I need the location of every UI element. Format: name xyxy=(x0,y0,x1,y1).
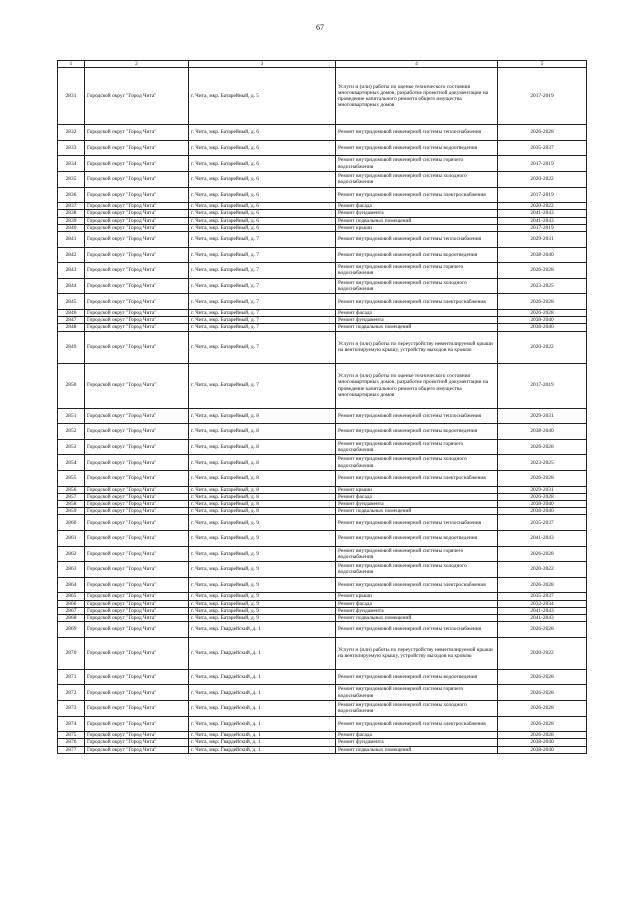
address-cell: г. Чита, мкр. Батарейный, д. 9 xyxy=(189,607,336,614)
period-cell: 2026-2028 xyxy=(498,546,587,562)
work-type-cell: Ремонт подвальных помещений xyxy=(336,324,498,331)
period-cell: 2026-2028 xyxy=(498,577,587,593)
work-type-cell: Услуги и (или) работы по переустройству невентилируемой крыши на вентилируемую крышу, устройству выходов на кровлю xyxy=(336,331,498,363)
row-number-cell: 2869 xyxy=(58,622,85,638)
address-cell: г. Чита, мкр. Гвардейский, д. 1 xyxy=(189,700,336,716)
table-row xyxy=(58,294,587,310)
row-number-cell: 2871 xyxy=(58,669,85,685)
table-row xyxy=(58,577,587,593)
district-cell: Городской округ "Город Чита" xyxy=(85,739,189,746)
address-cell: г. Чита, мкр. Гвардейский, д. 1 xyxy=(189,746,336,753)
district-cell: Городской округ "Город Чита" xyxy=(85,577,189,593)
district-cell: Городской округ "Город Чита" xyxy=(85,68,189,125)
table-row xyxy=(58,68,587,125)
period-cell: 2026-2028 xyxy=(498,470,587,486)
address-cell: г. Чита, мкр. Батарейный, д. 5 xyxy=(189,68,336,125)
row-number-cell: 2836 xyxy=(58,187,85,203)
table-row xyxy=(58,217,587,224)
period-cell: 2038-2040 xyxy=(498,247,587,263)
district-cell: Городской округ "Город Чита" xyxy=(85,600,189,607)
table-row xyxy=(58,455,587,471)
period-cell: 2026-2028 xyxy=(498,716,587,732)
district-cell: Городской округ "Город Чита" xyxy=(85,324,189,331)
address-cell: г. Чита, мкр. Батарейный, д. 7 xyxy=(189,278,336,294)
row-number-cell: 2841 xyxy=(58,231,85,247)
table-row xyxy=(58,530,587,546)
period-cell: 2026-2028 xyxy=(498,125,587,141)
table-row xyxy=(58,231,587,247)
work-type-cell: Ремонт внутридомовой инженерной системы водоотведения xyxy=(336,530,498,546)
row-number-cell: 2844 xyxy=(58,278,85,294)
period-cell: 2026-2028 xyxy=(498,669,587,685)
table-row xyxy=(58,500,587,507)
district-cell: Городской округ "Город Чита" xyxy=(85,171,189,187)
address-cell: г. Чита, мкр. Батарейный, д. 8 xyxy=(189,424,336,440)
period-cell: 2026-2028 xyxy=(498,622,587,638)
table-row xyxy=(58,324,587,331)
row-number-cell: 2875 xyxy=(58,732,85,739)
work-type-cell: Ремонт крыши xyxy=(336,224,498,231)
district-cell: Городской округ "Город Чита" xyxy=(85,408,189,424)
address-cell: г. Чита, мкр. Батарейный, д. 7 xyxy=(189,363,336,408)
table-row xyxy=(58,546,587,562)
address-cell: г. Чита, мкр. Батарейный, д. 9 xyxy=(189,530,336,546)
page-number: 67 xyxy=(316,23,324,32)
address-cell: г. Чита, мкр. Батарейный, д. 8 xyxy=(189,486,336,493)
row-number-cell: 2868 xyxy=(58,614,85,621)
district-cell: Городской округ "Город Чита" xyxy=(85,363,189,408)
row-number-cell: 2864 xyxy=(58,577,85,593)
district-cell: Городской округ "Город Чита" xyxy=(85,231,189,247)
district-cell: Городской округ "Город Чита" xyxy=(85,424,189,440)
district-cell: Городской округ "Город Чита" xyxy=(85,685,189,701)
work-type-cell: Ремонт фундамента xyxy=(336,500,498,507)
row-number-cell: 2831 xyxy=(58,68,85,125)
period-cell: 2041-2043 xyxy=(498,530,587,546)
address-cell: г. Чита, мкр. Батарейный, д. 9 xyxy=(189,577,336,593)
row-number-cell: 2855 xyxy=(58,470,85,486)
district-cell: Городской округ "Город Чита" xyxy=(85,530,189,546)
address-cell: г. Чита, мкр. Батарейный, д. 9 xyxy=(189,515,336,531)
row-number-cell: 2860 xyxy=(58,515,85,531)
work-type-cell: Ремонт внутридомовой инженерной системы электроснабжения xyxy=(336,716,498,732)
work-type-cell: Ремонт внутридомовой инженерной системы горячего водоснабжения xyxy=(336,439,498,455)
period-cell: 2041-2043 xyxy=(498,607,587,614)
work-type-cell: Ремонт внутридомовой инженерной системы холодного водоснабжения xyxy=(336,700,498,716)
table-row xyxy=(58,210,587,217)
header-col-2: 2 xyxy=(85,61,189,68)
period-cell: 2035-2037 xyxy=(498,593,587,600)
row-number-cell: 2863 xyxy=(58,562,85,578)
district-cell: Городской округ "Город Чита" xyxy=(85,140,189,156)
address-cell: г. Чита, мкр. Гвардейский, д. 1 xyxy=(189,685,336,701)
address-cell: г. Чита, мкр. Батарейный, д. 8 xyxy=(189,508,336,515)
district-cell: Городской округ "Город Чита" xyxy=(85,224,189,231)
period-cell: 2038-2040 xyxy=(498,746,587,753)
row-number-cell: 2849 xyxy=(58,331,85,363)
district-cell: Городской округ "Город Чита" xyxy=(85,622,189,638)
table-row xyxy=(58,593,587,600)
work-type-cell: Ремонт внутридомовой инженерной системы электроснабжения xyxy=(336,577,498,593)
row-number-cell: 2854 xyxy=(58,455,85,471)
address-cell: г. Чита, мкр. Батарейный, д. 9 xyxy=(189,546,336,562)
work-type-cell: Ремонт внутридомовой инженерной системы теплоснабжения xyxy=(336,125,498,141)
district-cell: Городской округ "Город Чита" xyxy=(85,455,189,471)
table-row xyxy=(58,600,587,607)
district-cell: Городской округ "Город Чита" xyxy=(85,156,189,172)
table-row xyxy=(58,203,587,210)
address-cell: г. Чита, мкр. Батарейный, д. 9 xyxy=(189,562,336,578)
address-cell: г. Чита, мкр. Батарейный, д. 9 xyxy=(189,600,336,607)
work-type-cell: Ремонт внутридомовой инженерной системы водоотведения xyxy=(336,424,498,440)
row-number-cell: 2877 xyxy=(58,746,85,753)
address-cell: г. Чита, мкр. Батарейный, д. 7 xyxy=(189,331,336,363)
row-number-cell: 2872 xyxy=(58,685,85,701)
table-row xyxy=(58,716,587,732)
period-cell: 2026-2028 xyxy=(498,294,587,310)
work-type-cell: Ремонт фасада xyxy=(336,493,498,500)
row-number-cell: 2835 xyxy=(58,171,85,187)
period-cell: 2041-2043 xyxy=(498,217,587,224)
period-cell: 2038-2040 xyxy=(498,500,587,507)
period-cell: 2038-2040 xyxy=(498,508,587,515)
period-cell: 2017-2019 xyxy=(498,363,587,408)
work-type-cell: Услуги и (или) работы по оценке технического состояния многоквартирных домов, разработке проектной документации на проведение капитального ремонта общего имущества многоквартирных домов xyxy=(336,68,498,125)
district-cell: Городской округ "Город Чита" xyxy=(85,637,189,669)
period-cell: 2032-2034 xyxy=(498,600,587,607)
table-row xyxy=(58,424,587,440)
table-row xyxy=(58,746,587,753)
table-row xyxy=(58,408,587,424)
table-row xyxy=(58,309,587,316)
work-type-cell: Ремонт внутридомовой инженерной системы теплоснабжения xyxy=(336,622,498,638)
work-type-cell: Ремонт внутридомовой инженерной системы холодного водоснабжения xyxy=(336,455,498,471)
period-cell: 2017-2019 xyxy=(498,224,587,231)
period-cell: 2017-2019 xyxy=(498,68,587,125)
table-row xyxy=(58,156,587,172)
work-type-cell: Ремонт крыши xyxy=(336,486,498,493)
period-cell: 2041-2043 xyxy=(498,210,587,217)
work-type-cell: Ремонт фундамента xyxy=(336,739,498,746)
work-type-cell: Ремонт подвальных помещений xyxy=(336,508,498,515)
row-number-cell: 2846 xyxy=(58,309,85,316)
district-cell: Городской округ "Город Чита" xyxy=(85,278,189,294)
period-cell: 2038-2040 xyxy=(498,739,587,746)
table-row xyxy=(58,732,587,739)
address-cell: г. Чита, мкр. Батарейный, д. 7 xyxy=(189,317,336,324)
period-cell: 2020-2022 xyxy=(498,562,587,578)
header-col-3: 3 xyxy=(189,61,336,68)
district-cell: Городской округ "Город Чита" xyxy=(85,607,189,614)
work-type-cell: Ремонт внутридомовой инженерной системы электроснабжения xyxy=(336,187,498,203)
work-type-cell: Ремонт внутридомовой инженерной системы горячего водоснабжения xyxy=(336,156,498,172)
row-number-cell: 2862 xyxy=(58,546,85,562)
work-type-cell: Ремонт внутридомовой инженерной системы холодного водоснабжения xyxy=(336,278,498,294)
row-number-cell: 2873 xyxy=(58,700,85,716)
row-number-cell: 2859 xyxy=(58,508,85,515)
period-cell: 2038-2040 xyxy=(498,317,587,324)
period-cell: 2020-2022 xyxy=(498,171,587,187)
period-cell: 2029-2031 xyxy=(498,486,587,493)
capital-repair-table xyxy=(57,60,587,754)
header-col-5: 5 xyxy=(498,61,587,68)
table-row xyxy=(58,263,587,279)
table-row xyxy=(58,493,587,500)
row-number-cell: 2837 xyxy=(58,203,85,210)
work-type-cell: Ремонт фундамента xyxy=(336,607,498,614)
row-number-cell: 2867 xyxy=(58,607,85,614)
address-cell: г. Чита, мкр. Батарейный, д. 6 xyxy=(189,203,336,210)
district-cell: Городской округ "Город Чита" xyxy=(85,439,189,455)
row-number-cell: 2840 xyxy=(58,224,85,231)
work-type-cell: Ремонт внутридомовой инженерной системы электроснабжения xyxy=(336,294,498,310)
period-cell: 2029-2031 xyxy=(498,408,587,424)
district-cell: Городской округ "Город Чита" xyxy=(85,125,189,141)
district-cell: Городской округ "Город Чита" xyxy=(85,700,189,716)
district-cell: Городской округ "Город Чита" xyxy=(85,614,189,621)
table-row xyxy=(58,607,587,614)
period-cell: 2041-2043 xyxy=(498,614,587,621)
period-cell: 2029-2031 xyxy=(498,231,587,247)
work-type-cell: Ремонт внутридомовой инженерной системы теплоснабжения xyxy=(336,231,498,247)
address-cell: г. Чита, мкр. Батарейный, д. 7 xyxy=(189,247,336,263)
table-row xyxy=(58,278,587,294)
table-row xyxy=(58,439,587,455)
period-cell: 2035-2037 xyxy=(498,515,587,531)
table-row xyxy=(58,739,587,746)
work-type-cell: Ремонт фасада xyxy=(336,309,498,316)
address-cell: г. Чита, мкр. Гвардейский, д. 1 xyxy=(189,732,336,739)
work-type-cell: Ремонт фундамента xyxy=(336,317,498,324)
row-number-cell: 2845 xyxy=(58,294,85,310)
period-cell: 2026-2028 xyxy=(498,439,587,455)
row-number-cell: 2832 xyxy=(58,125,85,141)
row-number-cell: 2847 xyxy=(58,317,85,324)
address-cell: г. Чита, мкр. Гвардейский, д. 1 xyxy=(189,622,336,638)
period-cell: 2017-2019 xyxy=(498,156,587,172)
address-cell: г. Чита, мкр. Батарейный, д. 6 xyxy=(189,140,336,156)
table-row xyxy=(58,470,587,486)
work-type-cell: Ремонт подвальных помещений xyxy=(336,614,498,621)
row-number-cell: 2848 xyxy=(58,324,85,331)
work-type-cell: Ремонт фасада xyxy=(336,732,498,739)
district-cell: Городской округ "Город Чита" xyxy=(85,470,189,486)
address-cell: г. Чита, мкр. Батарейный, д. 6 xyxy=(189,187,336,203)
table-row xyxy=(58,247,587,263)
address-cell: г. Чита, мкр. Батарейный, д. 7 xyxy=(189,263,336,279)
table-row xyxy=(58,125,587,141)
district-cell: Городской округ "Город Чита" xyxy=(85,247,189,263)
address-cell: г. Чита, мкр. Гвардейский, д. 1 xyxy=(189,637,336,669)
table-row xyxy=(58,622,587,638)
row-number-cell: 2865 xyxy=(58,593,85,600)
table-row xyxy=(58,515,587,531)
table-row xyxy=(58,614,587,621)
work-type-cell: Ремонт внутридомовой инженерной системы холодного водоснабжения xyxy=(336,562,498,578)
row-number-cell: 2839 xyxy=(58,217,85,224)
district-cell: Городской округ "Город Чита" xyxy=(85,203,189,210)
table-row xyxy=(58,508,587,515)
work-type-cell: Ремонт внутридомовой инженерной системы холодного водоснабжения xyxy=(336,171,498,187)
row-number-cell: 2838 xyxy=(58,210,85,217)
table-row xyxy=(58,224,587,231)
district-cell: Городской округ "Город Чита" xyxy=(85,309,189,316)
district-cell: Городской округ "Город Чита" xyxy=(85,217,189,224)
table-row xyxy=(58,171,587,187)
table-row xyxy=(58,140,587,156)
period-cell: 2038-2040 xyxy=(498,424,587,440)
period-cell: 2023-2025 xyxy=(498,278,587,294)
header-col-4: 4 xyxy=(336,61,498,68)
row-number-cell: 2850 xyxy=(58,363,85,408)
address-cell: г. Чита, мкр. Батарейный, д. 6 xyxy=(189,171,336,187)
address-cell: г. Чита, мкр. Батарейный, д. 8 xyxy=(189,493,336,500)
table-row xyxy=(58,486,587,493)
address-cell: г. Чита, мкр. Батарейный, д. 6 xyxy=(189,156,336,172)
table-body xyxy=(58,61,587,754)
table-row xyxy=(58,363,587,408)
address-cell: г. Чита, мкр. Батарейный, д. 6 xyxy=(189,125,336,141)
address-cell: г. Чита, мкр. Батарейный, д. 8 xyxy=(189,470,336,486)
district-cell: Городской округ "Город Чита" xyxy=(85,263,189,279)
district-cell: Городской округ "Город Чита" xyxy=(85,294,189,310)
table-row xyxy=(58,637,587,669)
work-type-cell: Услуги и (или) работы по оценке технического состояния многоквартирных домов, разработке проектной документации на проведение капитального ремонта общего имущества многоквартирных домов xyxy=(336,363,498,408)
work-type-cell: Ремонт подвальных помещений xyxy=(336,217,498,224)
period-cell: 2026-2028 xyxy=(498,732,587,739)
period-cell: 2026-2028 xyxy=(498,700,587,716)
address-cell: г. Чита, мкр. Батарейный, д. 7 xyxy=(189,231,336,247)
address-cell: г. Чита, мкр. Гвардейский, д. 1 xyxy=(189,739,336,746)
district-cell: Городской округ "Город Чита" xyxy=(85,746,189,753)
work-type-cell: Ремонт внутридомовой инженерной системы горячего водоснабжения xyxy=(336,546,498,562)
work-type-cell: Ремонт фундамента xyxy=(336,210,498,217)
district-cell: Городской округ "Город Чита" xyxy=(85,508,189,515)
row-number-cell: 2834 xyxy=(58,156,85,172)
address-cell: г. Чита, мкр. Гвардейский, д. 1 xyxy=(189,716,336,732)
district-cell: Городской округ "Город Чита" xyxy=(85,515,189,531)
period-cell: 2026-2028 xyxy=(498,493,587,500)
address-cell: г. Чита, мкр. Батарейный, д. 9 xyxy=(189,593,336,600)
header-col-1: 1 xyxy=(58,61,85,68)
row-number-cell: 2856 xyxy=(58,486,85,493)
row-number-cell: 2857 xyxy=(58,493,85,500)
work-type-cell: Ремонт внутридомовой инженерной системы теплоснабжения xyxy=(336,515,498,531)
period-cell: 2020-2022 xyxy=(498,203,587,210)
work-type-cell: Ремонт внутридомовой инженерной системы теплоснабжения xyxy=(336,408,498,424)
district-cell: Городской округ "Город Чита" xyxy=(85,500,189,507)
district-cell: Городской округ "Город Чита" xyxy=(85,546,189,562)
period-cell: 2026-2028 xyxy=(498,263,587,279)
district-cell: Городской округ "Город Чита" xyxy=(85,493,189,500)
address-cell: г. Чита, мкр. Батарейный, д. 7 xyxy=(189,309,336,316)
table-row xyxy=(58,669,587,685)
district-cell: Городской округ "Город Чита" xyxy=(85,331,189,363)
row-number-cell: 2874 xyxy=(58,716,85,732)
address-cell: г. Чита, мкр. Батарейный, д. 8 xyxy=(189,500,336,507)
row-number-cell: 2842 xyxy=(58,247,85,263)
row-number-cell: 2853 xyxy=(58,439,85,455)
period-cell: 2026-2028 xyxy=(498,309,587,316)
address-cell: г. Чита, мкр. Батарейный, д. 6 xyxy=(189,210,336,217)
district-cell: Городской округ "Город Чита" xyxy=(85,732,189,739)
district-cell: Городской округ "Город Чита" xyxy=(85,317,189,324)
address-cell: г. Чита, мкр. Батарейный, д. 8 xyxy=(189,408,336,424)
table-row xyxy=(58,685,587,701)
table-row xyxy=(58,700,587,716)
work-type-cell: Ремонт фасада xyxy=(336,203,498,210)
district-cell: Городской округ "Город Чита" xyxy=(85,562,189,578)
work-type-cell: Ремонт внутридомовой инженерной системы водоотведения xyxy=(336,669,498,685)
address-cell: г. Чита, мкр. Батарейный, д. 6 xyxy=(189,224,336,231)
address-cell: г. Чита, мкр. Батарейный, д. 7 xyxy=(189,294,336,310)
address-cell: г. Чита, мкр. Батарейный, д. 6 xyxy=(189,217,336,224)
district-cell: Городской округ "Город Чита" xyxy=(85,716,189,732)
work-type-cell: Услуги и (или) работы по переустройству невентилируемой крыши на вентилируемую крышу, устройству выходов на кровлю xyxy=(336,637,498,669)
row-number-cell: 2861 xyxy=(58,530,85,546)
work-type-cell: Ремонт подвальных помещений xyxy=(336,746,498,753)
table-header-row xyxy=(58,61,587,68)
table-row xyxy=(58,331,587,363)
table-row xyxy=(58,187,587,203)
work-type-cell: Ремонт крыши xyxy=(336,593,498,600)
work-type-cell: Ремонт внутридомовой инженерной системы горячего водоснабжения xyxy=(336,263,498,279)
district-cell: Городской округ "Город Чита" xyxy=(85,669,189,685)
period-cell: 2020-2022 xyxy=(498,331,587,363)
address-cell: г. Чита, мкр. Батарейный, д. 8 xyxy=(189,455,336,471)
address-cell: г. Чита, мкр. Батарейный, д. 8 xyxy=(189,439,336,455)
district-cell: Городской округ "Город Чита" xyxy=(85,486,189,493)
work-type-cell: Ремонт внутридомовой инженерной системы электроснабжения xyxy=(336,470,498,486)
work-type-cell: Ремонт внутридомовой инженерной системы водоотведения xyxy=(336,140,498,156)
period-cell: 2023-2025 xyxy=(498,455,587,471)
row-number-cell: 2851 xyxy=(58,408,85,424)
row-number-cell: 2866 xyxy=(58,600,85,607)
period-cell: 2017-2019 xyxy=(498,187,587,203)
period-cell: 2026-2028 xyxy=(498,685,587,701)
address-cell: г. Чита, мкр. Батарейный, д. 7 xyxy=(189,324,336,331)
work-type-cell: Ремонт внутридомовой инженерной системы горячего водоснабжения xyxy=(336,685,498,701)
district-cell: Городской округ "Город Чита" xyxy=(85,187,189,203)
row-number-cell: 2852 xyxy=(58,424,85,440)
address-cell: г. Чита, мкр. Гвардейский, д. 1 xyxy=(189,669,336,685)
row-number-cell: 2876 xyxy=(58,739,85,746)
work-type-cell: Ремонт фасада xyxy=(336,600,498,607)
table-row xyxy=(58,317,587,324)
row-number-cell: 2843 xyxy=(58,263,85,279)
period-cell: 2035-2037 xyxy=(498,140,587,156)
address-cell: г. Чита, мкр. Батарейный, д. 9 xyxy=(189,614,336,621)
work-type-cell: Ремонт внутридомовой инженерной системы водоотведения xyxy=(336,247,498,263)
period-cell: 2038-2040 xyxy=(498,324,587,331)
district-cell: Городской округ "Город Чита" xyxy=(85,593,189,600)
row-number-cell: 2833 xyxy=(58,140,85,156)
row-number-cell: 2870 xyxy=(58,637,85,669)
period-cell: 2020-2022 xyxy=(498,637,587,669)
row-number-cell: 2858 xyxy=(58,500,85,507)
district-cell: Городской округ "Город Чита" xyxy=(85,210,189,217)
table-row xyxy=(58,562,587,578)
